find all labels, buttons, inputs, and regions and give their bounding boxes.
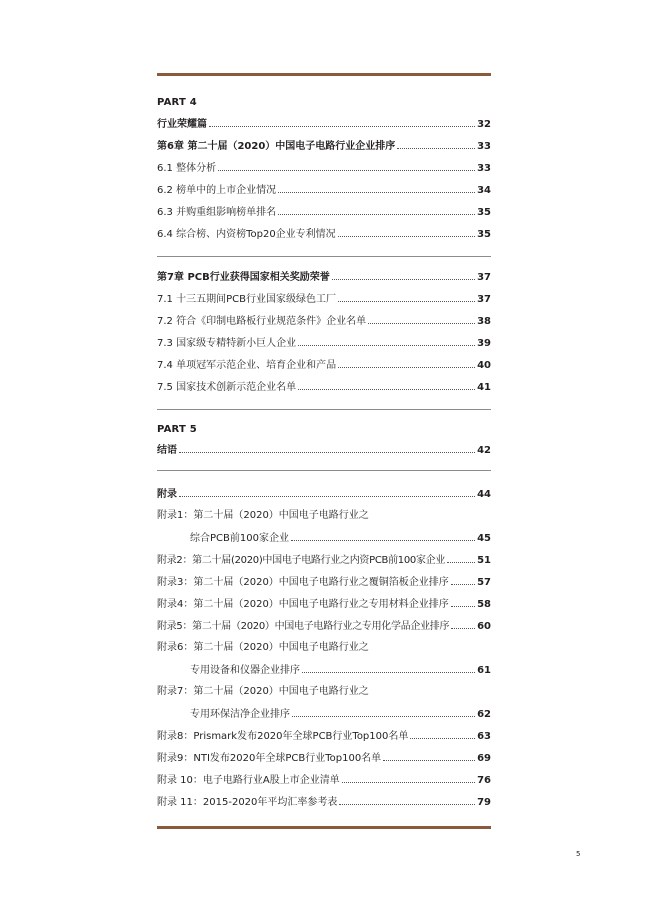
toc-entry-label: 6.2 榜单中的上市企业情况 [157,185,277,196]
toc-page-number: 63 [477,731,491,742]
toc-page-number: 32 [477,119,491,130]
toc-entry-label: 7.3 国家级专精特新小巨人企业 [157,338,297,349]
leader-dots [339,795,475,805]
toc-entry-appendix[interactable] [157,487,491,501]
page-number: 5 [576,850,581,858]
toc-page-number: 34 [477,185,491,196]
toc-entry-label: 附录5：第二十届（2020）中国电子电路行业之专用化学品企业排序 [157,621,450,632]
toc-entry-label: 附录2：第二十届(2020)中国电子电路行业之内资PCB前100家企业 [157,555,446,566]
toc-entry-label: 附录 [157,489,177,500]
leader-dots [218,161,475,171]
toc-entry-6-2[interactable] [157,183,491,197]
toc-entry-conclusion[interactable] [157,443,491,457]
top-accent-rule [157,73,491,76]
toc-page-number: 69 [477,753,491,764]
toc-entry-6-3[interactable] [157,205,491,219]
leader-dots [451,619,475,629]
appendix-6-title[interactable]: 附录6：第二十届（2020）中国电子电路行业之 [157,642,369,653]
toc-entry-label: 附录3：第二十届（2020）中国电子电路行业之覆铜箔板企业排序 [157,577,449,588]
appendix-7-title[interactable]: 附录7：第二十届（2020）中国电子电路行业之 [157,686,369,697]
leader-dots [291,531,475,541]
toc-page-number: 57 [477,577,491,588]
toc-page-number: 39 [477,338,491,349]
toc-entry-label: 6.3 并购重组影响榜单排名 [157,207,277,218]
toc-entry-label: 附录4：第二十届（2020）中国电子电路行业之专用材料企业排序 [157,599,449,610]
toc-entry-label: 6.4 综合榜、内资榜Top20企业专利情况 [157,229,336,240]
toc-entry-7-5[interactable] [157,380,491,394]
leader-dots [298,336,475,346]
toc-page-number: 62 [477,709,491,720]
toc-entry-7-3[interactable] [157,336,491,350]
leader-dots [397,139,475,149]
toc-page-number: 33 [477,141,491,152]
toc-entry-appendix-9[interactable] [157,751,491,765]
toc-entry-7-1[interactable] [157,292,491,306]
toc-page-number: 37 [477,294,491,305]
section-divider [157,256,491,257]
toc-page-number: 41 [477,382,491,393]
toc-entry-industry-honor[interactable] [157,117,491,131]
toc-page-number: 33 [477,163,491,174]
toc-entry-7-4[interactable] [157,358,491,372]
part4-heading: PART 4 [157,97,197,108]
leader-dots [338,358,475,368]
toc-entry-label: 专用环保洁净企业排序 [190,709,290,720]
toc-entry-label: 第6章 第二十届（2020）中国电子电路行业企业排序 [157,141,396,152]
leader-dots [298,380,475,390]
leader-dots [179,487,475,497]
leader-dots [368,314,475,324]
toc-entry-label: 结语 [157,445,177,456]
toc-entry-7-2[interactable] [157,314,491,328]
toc-page-number: 35 [477,207,491,218]
toc-entry-appendix-8[interactable] [157,729,491,743]
toc-entry-appendix-11[interactable] [157,795,491,809]
toc-entry-appendix-3[interactable] [157,575,491,589]
section-divider [157,409,491,410]
leader-dots [410,729,475,739]
leader-dots [451,597,475,607]
toc-entry-label: 附录9：NTI发布2020年全球PCB行业Top100名单 [157,753,382,764]
toc-entry-label: 7.1 十三五期间PCB行业国家级绿色工厂 [157,294,336,305]
toc-entry-label: 7.4 单项冠军示范企业、培育企业和产品 [157,360,337,371]
toc-page-number: 51 [477,555,491,566]
toc-page-number: 35 [477,229,491,240]
toc-entry-appendix-10[interactable] [157,773,491,787]
leader-dots [338,292,475,302]
toc-entry-label: 6.1 整体分析 [157,163,217,174]
toc-entry-label: 附录 10：电子电路行业A股上市企业清单 [157,775,340,786]
leader-dots [383,751,475,761]
toc-entry-label: 行业荣耀篇 [157,119,207,130]
toc-entry-label: 附录8：Prismark发布2020年全球PCB行业Top100名单 [157,731,409,742]
toc-entry-label: 7.2 符合《印制电路板行业规范条件》企业名单 [157,316,367,327]
toc-entry-chapter6[interactable] [157,139,491,153]
toc-entry-appendix-7[interactable] [190,707,491,721]
toc-page-number: 44 [477,489,491,500]
appendix-1-title[interactable]: 附录1：第二十届（2020）中国电子电路行业之 [157,510,369,521]
toc-entry-appendix-4[interactable] [157,597,491,611]
toc-entry-appendix-6[interactable] [190,663,491,677]
toc-page-number: 40 [477,360,491,371]
toc-page-number: 76 [477,775,491,786]
leader-dots [292,707,475,717]
leader-dots [447,553,475,563]
leader-dots [332,270,475,280]
leader-dots [179,443,475,453]
leader-dots [278,183,475,193]
toc-entry-label: 第7章 PCB行业获得国家相关奖励荣誉 [157,272,330,283]
toc-entry-label: 综合PCB前100家企业 [190,533,289,544]
leader-dots [338,227,475,237]
toc-page-number: 42 [477,445,491,456]
bottom-accent-rule [157,826,491,829]
toc-entry-6-4[interactable] [157,227,491,241]
toc-entry-chapter7[interactable] [157,270,491,284]
toc-entry-label: 7.5 国家技术创新示范企业名单 [157,382,297,393]
toc-page-number: 45 [477,533,491,544]
toc-entry-6-1[interactable] [157,161,491,175]
toc-entry-appendix-1[interactable] [190,531,491,545]
leader-dots [451,575,475,585]
toc-entry-label: 专用设备和仪器企业排序 [190,665,300,676]
toc-page-number: 58 [477,599,491,610]
toc-page-number: 38 [477,316,491,327]
toc-page-number: 61 [477,665,491,676]
part5-heading: PART 5 [157,424,197,435]
leader-dots [342,773,475,783]
toc-entry-appendix-2[interactable] [157,553,491,567]
section-divider [157,470,491,471]
leader-dots [302,663,475,673]
toc-page-number: 37 [477,272,491,283]
toc-entry-label: 附录 11：2015-2020年平均汇率参考表 [157,797,338,808]
toc-page-number: 60 [477,621,491,632]
toc-entry-appendix-5[interactable] [157,619,491,633]
toc-page-number: 79 [477,797,491,808]
leader-dots [278,205,475,215]
leader-dots [209,117,475,127]
